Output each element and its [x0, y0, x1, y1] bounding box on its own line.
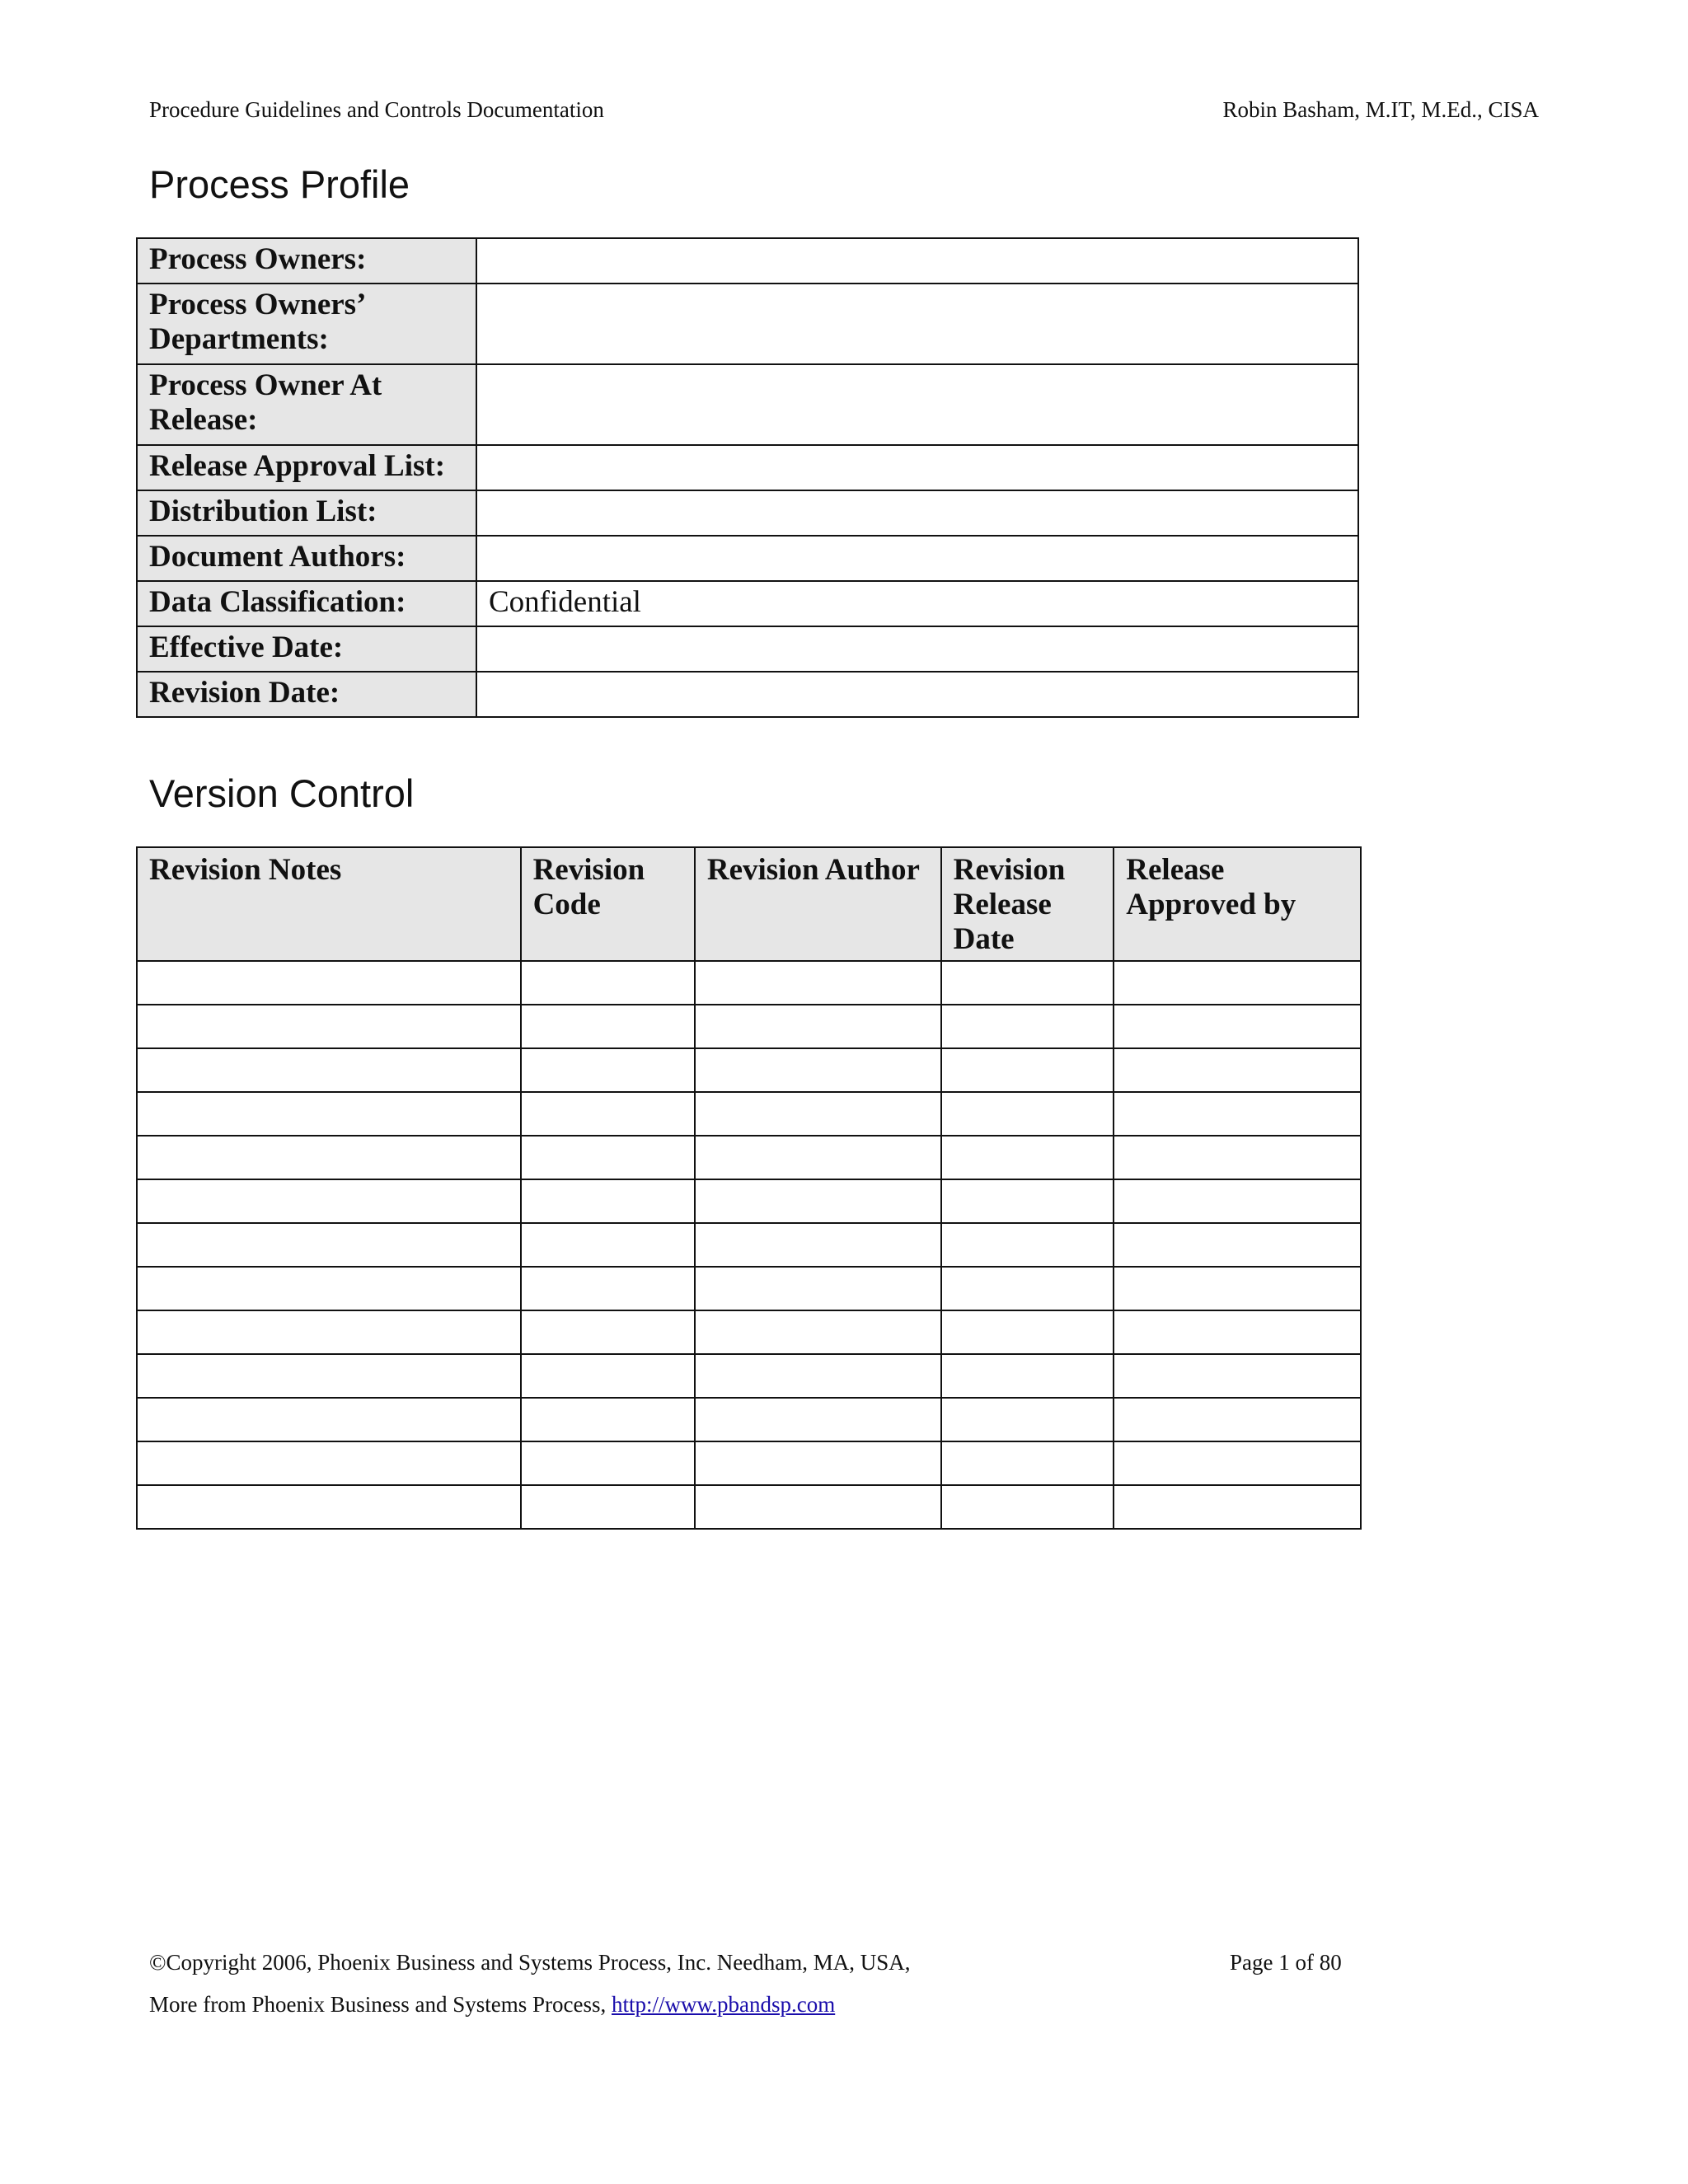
- column-header-revision-code: Revision Code: [521, 847, 695, 961]
- version-control-cell[interactable]: [695, 1223, 941, 1267]
- profile-value[interactable]: [476, 490, 1358, 536]
- version-control-cell[interactable]: [521, 1398, 695, 1441]
- version-control-body: [137, 961, 1361, 1529]
- version-control-cell[interactable]: [1114, 1398, 1361, 1441]
- profile-row: [137, 364, 1358, 445]
- profile-row: [137, 490, 1358, 536]
- profile-label: Process Owners:: [137, 238, 476, 284]
- version-control-cell[interactable]: [941, 1092, 1114, 1136]
- more-from-text: More from Phoenix Business and Systems Process,: [149, 1992, 612, 2017]
- version-control-cell[interactable]: [695, 1398, 941, 1441]
- profile-label: Effective Date:: [137, 626, 476, 672]
- version-control-row: [137, 961, 1361, 1005]
- version-control-row: [137, 1267, 1361, 1310]
- page-number: Page 1 of 80: [1230, 1950, 1342, 1975]
- profile-row: [137, 536, 1358, 581]
- version-control-row: [137, 1136, 1361, 1179]
- profile-value[interactable]: [476, 284, 1358, 364]
- version-control-heading: Version Control: [149, 771, 415, 815]
- version-control-cell[interactable]: [941, 1485, 1114, 1529]
- version-control-row: [137, 1354, 1361, 1398]
- version-control-cell[interactable]: [695, 1310, 941, 1354]
- copyright-notice: ©Copyright 2006, Phoenix Business and Systems Process, Inc. Needham, MA, USA,: [149, 1950, 911, 1975]
- version-control-cell[interactable]: [941, 1223, 1114, 1267]
- version-control-cell[interactable]: [521, 1354, 695, 1398]
- version-control-cell[interactable]: [695, 961, 941, 1005]
- version-control-cell[interactable]: [137, 1136, 521, 1179]
- profile-label: Process Owners’ Departments:: [137, 284, 476, 364]
- profile-row: [137, 581, 1358, 626]
- version-control-table: [136, 846, 1362, 1530]
- version-control-cell[interactable]: [1114, 1005, 1361, 1048]
- column-header-revision-author: Revision Author: [695, 847, 941, 961]
- version-control-cell[interactable]: [941, 1136, 1114, 1179]
- version-control-header-row: [137, 847, 1361, 961]
- version-control-row: [137, 1485, 1361, 1529]
- version-control-cell[interactable]: [521, 1136, 695, 1179]
- version-control-cell[interactable]: [941, 1310, 1114, 1354]
- version-control-cell[interactable]: [1114, 1092, 1361, 1136]
- profile-label: Distribution List:: [137, 490, 476, 536]
- version-control-row: [137, 1441, 1361, 1485]
- version-control-cell[interactable]: [1114, 1048, 1361, 1092]
- version-control-cell[interactable]: [137, 1441, 521, 1485]
- version-control-row: [137, 1005, 1361, 1048]
- version-control-cell[interactable]: [695, 1048, 941, 1092]
- running-header-author: Robin Basham, M.IT, M.Ed., CISA: [1222, 97, 1539, 122]
- version-control-cell[interactable]: [941, 1354, 1114, 1398]
- profile-label: Data Classification:: [137, 581, 476, 626]
- version-control-cell[interactable]: [941, 961, 1114, 1005]
- column-header-release-approved-by: Release Approved by: [1114, 847, 1361, 961]
- profile-value[interactable]: [476, 626, 1358, 672]
- version-control-cell[interactable]: [1114, 1136, 1361, 1179]
- version-control-cell[interactable]: [695, 1005, 941, 1048]
- version-control-cell[interactable]: [521, 1092, 695, 1136]
- version-control-cell[interactable]: [137, 1310, 521, 1354]
- version-control-cell[interactable]: [695, 1136, 941, 1179]
- profile-row: [137, 284, 1358, 364]
- version-control-cell[interactable]: [695, 1354, 941, 1398]
- version-control-cell[interactable]: [1114, 1223, 1361, 1267]
- version-control-cell[interactable]: [941, 1267, 1114, 1310]
- version-control-cell[interactable]: [695, 1092, 941, 1136]
- process-profile-table: [136, 237, 1359, 718]
- version-control-cell[interactable]: [941, 1179, 1114, 1223]
- version-control-cell[interactable]: [137, 1485, 521, 1529]
- version-control-cell[interactable]: [941, 1048, 1114, 1092]
- profile-value[interactable]: [476, 364, 1358, 445]
- profile-row: [137, 626, 1358, 672]
- version-control-row: [137, 1398, 1361, 1441]
- version-control-cell[interactable]: [521, 1485, 695, 1529]
- version-control-cell[interactable]: [137, 1354, 521, 1398]
- profile-label: Document Authors:: [137, 536, 476, 581]
- column-header-revision-notes: Revision Notes: [137, 847, 521, 961]
- profile-label: Process Owner At Release:: [137, 364, 476, 445]
- version-control-cell[interactable]: [521, 1441, 695, 1485]
- profile-label: Release Approval List:: [137, 445, 476, 490]
- version-control-cell[interactable]: [137, 1267, 521, 1310]
- profile-value[interactable]: Confidential: [476, 581, 1358, 626]
- version-control-cell[interactable]: [695, 1179, 941, 1223]
- profile-value[interactable]: [476, 536, 1358, 581]
- version-control-cell[interactable]: [1114, 1267, 1361, 1310]
- profile-value[interactable]: [476, 672, 1358, 717]
- version-control-row: [137, 1092, 1361, 1136]
- version-control-cell[interactable]: [1114, 961, 1361, 1005]
- version-control-cell[interactable]: [1114, 1179, 1361, 1223]
- column-header-revision-release-date: Revision Release Date: [941, 847, 1114, 961]
- version-control-cell[interactable]: [695, 1267, 941, 1310]
- profile-label: Revision Date:: [137, 672, 476, 717]
- version-control-cell[interactable]: [137, 961, 521, 1005]
- version-control-cell[interactable]: [1114, 1485, 1361, 1529]
- version-control-row: [137, 1223, 1361, 1267]
- version-control-cell[interactable]: [521, 1223, 695, 1267]
- version-control-cell[interactable]: [521, 961, 695, 1005]
- version-control-cell[interactable]: [137, 1398, 521, 1441]
- version-control-cell[interactable]: [137, 1048, 521, 1092]
- website-link[interactable]: http://www.pbandsp.com: [611, 1992, 836, 2017]
- profile-value[interactable]: [476, 445, 1358, 490]
- version-control-cell[interactable]: [137, 1223, 521, 1267]
- running-header-title: Procedure Guidelines and Controls Documentation: [149, 97, 604, 122]
- more-from-line: [149, 1992, 835, 2018]
- version-control-cell[interactable]: [137, 1092, 521, 1136]
- profile-row: [137, 672, 1358, 717]
- profile-value[interactable]: [476, 238, 1358, 284]
- version-control-cell[interactable]: [521, 1005, 695, 1048]
- version-control-cell[interactable]: [695, 1441, 941, 1485]
- version-control-cell[interactable]: [1114, 1310, 1361, 1354]
- profile-row: [137, 445, 1358, 490]
- version-control-cell[interactable]: [137, 1179, 521, 1223]
- profile-row: [137, 238, 1358, 284]
- version-control-cell[interactable]: [941, 1441, 1114, 1485]
- version-control-cell[interactable]: [521, 1267, 695, 1310]
- version-control-cell[interactable]: [1114, 1441, 1361, 1485]
- version-control-cell[interactable]: [137, 1005, 521, 1048]
- version-control-cell[interactable]: [695, 1485, 941, 1529]
- version-control-cell[interactable]: [521, 1179, 695, 1223]
- version-control-row: [137, 1048, 1361, 1092]
- process-profile-heading: Process Profile: [149, 162, 410, 206]
- version-control-cell[interactable]: [941, 1398, 1114, 1441]
- version-control-cell[interactable]: [941, 1005, 1114, 1048]
- version-control-cell[interactable]: [1114, 1354, 1361, 1398]
- version-control-row: [137, 1179, 1361, 1223]
- version-control-cell[interactable]: [521, 1310, 695, 1354]
- version-control-row: [137, 1310, 1361, 1354]
- version-control-cell[interactable]: [521, 1048, 695, 1092]
